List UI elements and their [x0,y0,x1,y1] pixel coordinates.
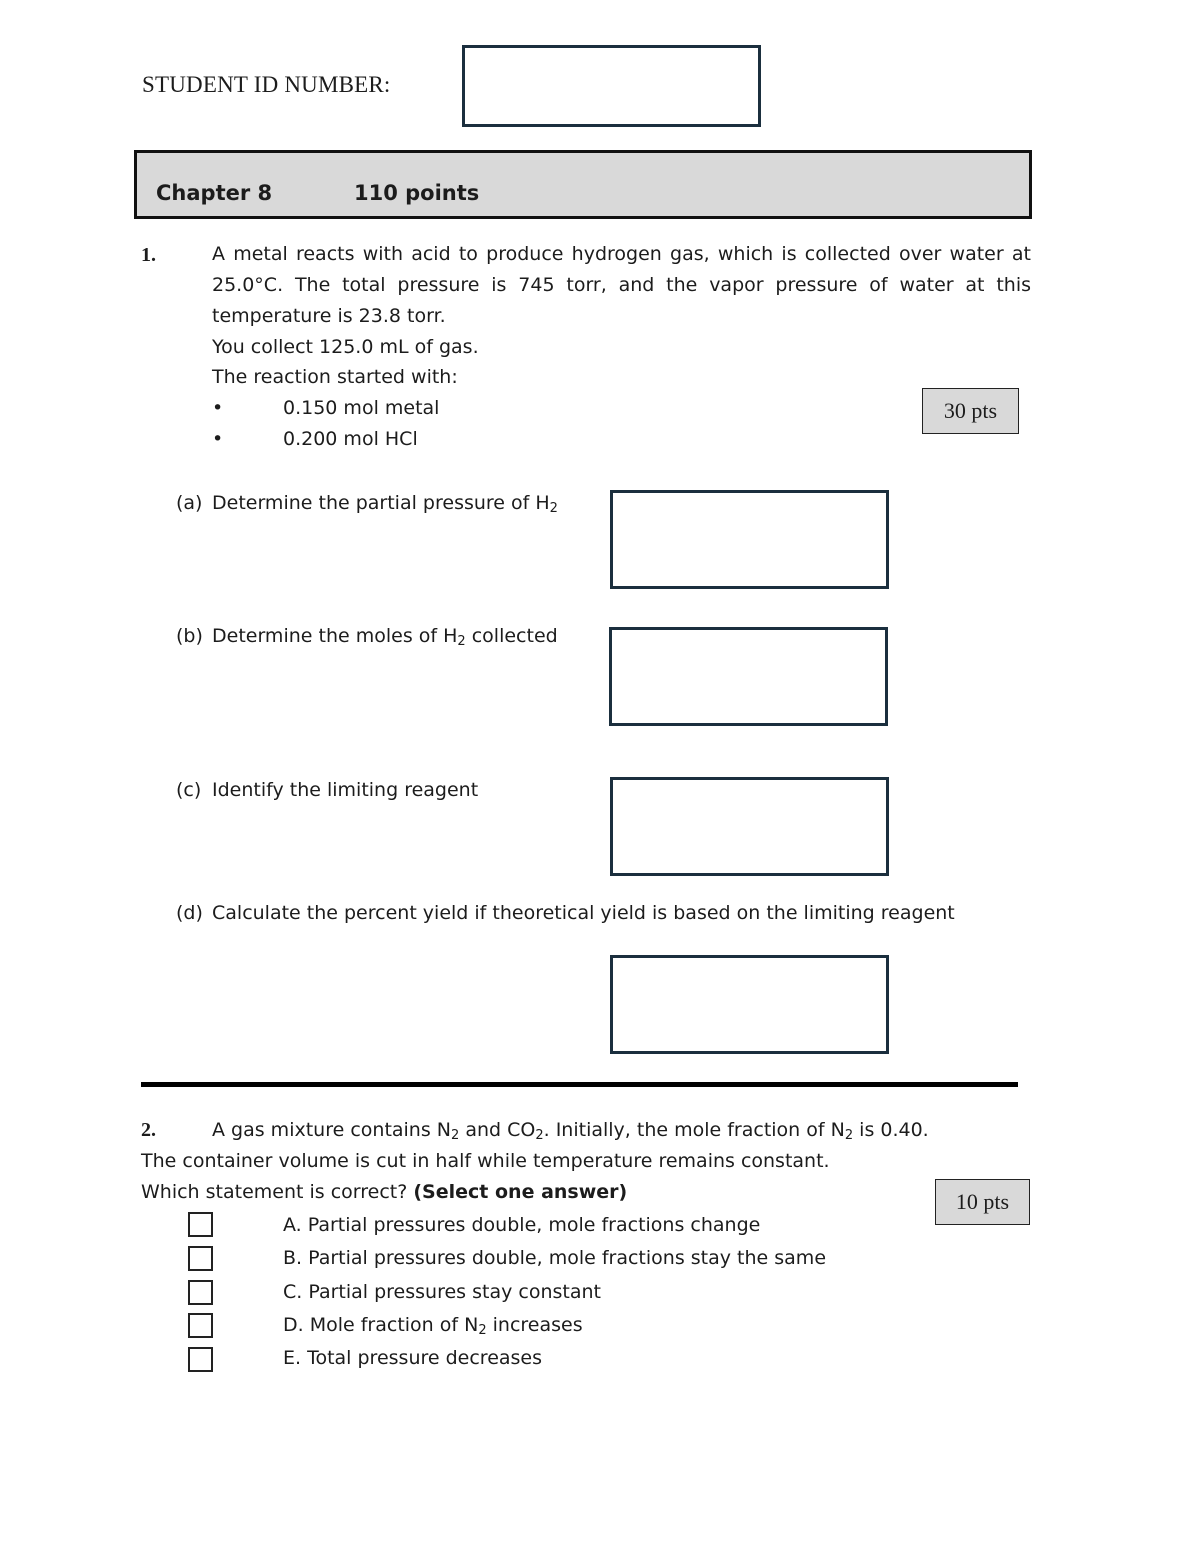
part-a-prompt: Determine the partial pressure of $H_2$ [212,492,558,516]
chapter-banner [134,150,1032,219]
option-a-checkbox[interactable] [188,1212,213,1237]
part-d-answer-box[interactable] [610,955,889,1054]
question-1-number: 1. [141,244,156,266]
chapter-title: Chapter 8 [156,181,273,205]
part-a-answer-box[interactable] [610,490,889,589]
part-c-answer-box[interactable] [610,777,889,876]
part-c-prompt: Identify the limiting reagent [212,779,479,801]
option-c-label: C. Partial pressures stay constant [283,1281,601,1303]
part-b-prompt: Determine the moles of $H_2$ collected [212,625,558,649]
option-c-checkbox[interactable] [188,1280,213,1305]
bullet-marker: • [212,428,224,450]
question-1-line: You collect 125.0 mL of gas. [212,336,479,358]
question-2-number: 2. [141,1119,156,1141]
section-divider [141,1082,1018,1087]
question-2-points-badge: 10 pts [935,1179,1030,1225]
option-a-label: A. Partial pressures double, mole fractions change [283,1214,761,1236]
bullet-item: 0.200 mol HCl [283,428,418,450]
part-d-prompt: Calculate the percent yield if theoretical yield is based on the limiting reagent [212,902,955,924]
question-2-line: Which statement is correct? (Select one answer) [141,1181,628,1203]
option-b-label: B. Partial pressures double, mole fractions stay the same [283,1247,827,1269]
part-d-label: (d) [176,902,203,924]
question-2-line: A gas mixture contains $N_2$ and $CO_2$. Initially, the mole fraction of $N_2$ is 0.40. [212,1119,929,1143]
option-d-label: D. Mole fraction of $N_2$ increases [283,1314,583,1338]
question-1-line: 25.0°C. The total pressure is 745 torr, and the vapor pressure of water at this [212,274,1031,296]
question-1-line: A metal reacts with acid to produce hydrogen gas, which is collected over water at [212,243,1031,265]
part-a-label: (a) [176,492,203,514]
option-e-checkbox[interactable] [188,1347,213,1372]
question-1-points-badge: 30 pts [922,388,1019,434]
student-id-field[interactable] [462,45,761,127]
total-points: 110 points [354,181,480,205]
part-b-answer-box[interactable] [609,627,888,726]
bullet-item: 0.150 mol metal [283,397,440,419]
part-b-label: (b) [176,625,203,647]
bullet-marker: • [212,397,224,419]
part-c-label: (c) [176,779,202,801]
question-2-line: The container volume is cut in half while temperature remains constant. [141,1150,830,1172]
option-e-label: E. Total pressure decreases [283,1347,543,1369]
option-d-checkbox[interactable] [188,1313,213,1338]
question-1-line: The reaction started with: [212,366,458,388]
student-id-label: STUDENT ID NUMBER: [142,72,391,97]
question-1-line: temperature is 23.8 torr. [212,305,446,327]
option-b-checkbox[interactable] [188,1246,213,1271]
